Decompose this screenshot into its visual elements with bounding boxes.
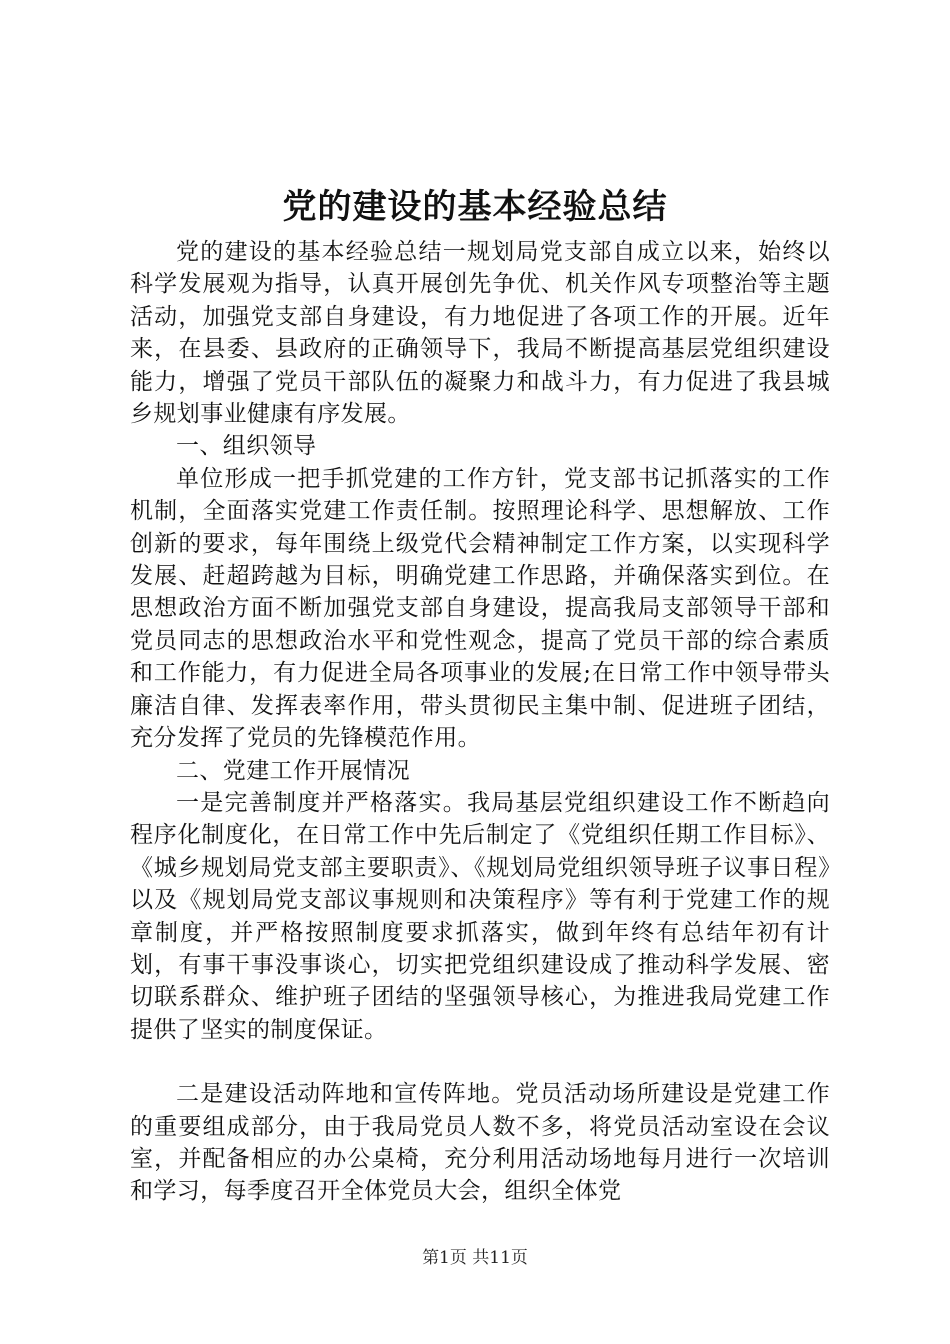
document-title: 党的建设的基本经验总结 [282,187,668,227]
section-heading-work-status: 二、党建工作开展情况 [176,757,410,784]
system-paragraph: 一是完善制度并严格落实。我局基层党组织建设工作不断趋向程序化制度化，在日常工作中先后制定了《党组织任期工作目标》、《城乡规划局党支部主要职责》、《规划局党组织领导班子议事日程》以及《规划局党支部议事规则和决策程序》等有利于党建工作的规章制度，并严格按照制度要求抓落实，做到年终有总结年初有计划，有事干事没事谈心，切实把党组织建设成了推动科学发展、密切联系群众、维护班子团结的坚强领导核心，为推进我局党建工作提供了坚实的制度保证。 [130,789,830,1043]
activity-paragraph: 二是建设活动阵地和宣传阵地。党员活动场所建设是党建工作的重要组成部分，由于我局党员人数不多，将党员活动室设在会议室，并配备相应的办公桌椅，充分利用活动场地每月进行一次培训和学习，每季度召开全体党员大会，组织全体党 [130,1081,830,1205]
document-body [130,236,830,1208]
page-number-footer: 第1页 共11页 [422,1248,528,1268]
organization-paragraph: 单位形成一把手抓党建的工作方针，党支部书记抓落实的工作机制，全面落实党建工作责任制。按照理论科学、思想解放、工作创新的要求，每年围绕上级党代会精神制定工作方案，以实现科学发展、赶超跨越为目标，明确党建工作思路，并确保落实到位。在思想政治方面不断加强党支部自身建设，提高我局支部领导干部和党员同志的思想政治水平和党性观念，提高了党员干部的综合素质和工作能力，有力促进全局各项事业的发展;在日常工作中领导带头廉洁自律、发挥表率作用，带头贯彻民主集中制、促进班子团结，充分发挥了党员的先锋模范作用。 [130,465,830,752]
intro-paragraph: 党的建设的基本经验总结一规划局党支部自成立以来，始终以科学发展观为指导，认真开展创先争优、机关作风专项整治等主题活动，加强党支部自身建设，有力地促进了各项工作的开展。近年来，在县委、县政府的正确领导下，我局不断提高基层党组织建设能力，增强了党员干部队伍的凝聚力和战斗力，有力促进了我县城乡规划事业健康有序发展。 [130,239,830,428]
section-heading-organization: 一、组织领导 [176,433,317,460]
